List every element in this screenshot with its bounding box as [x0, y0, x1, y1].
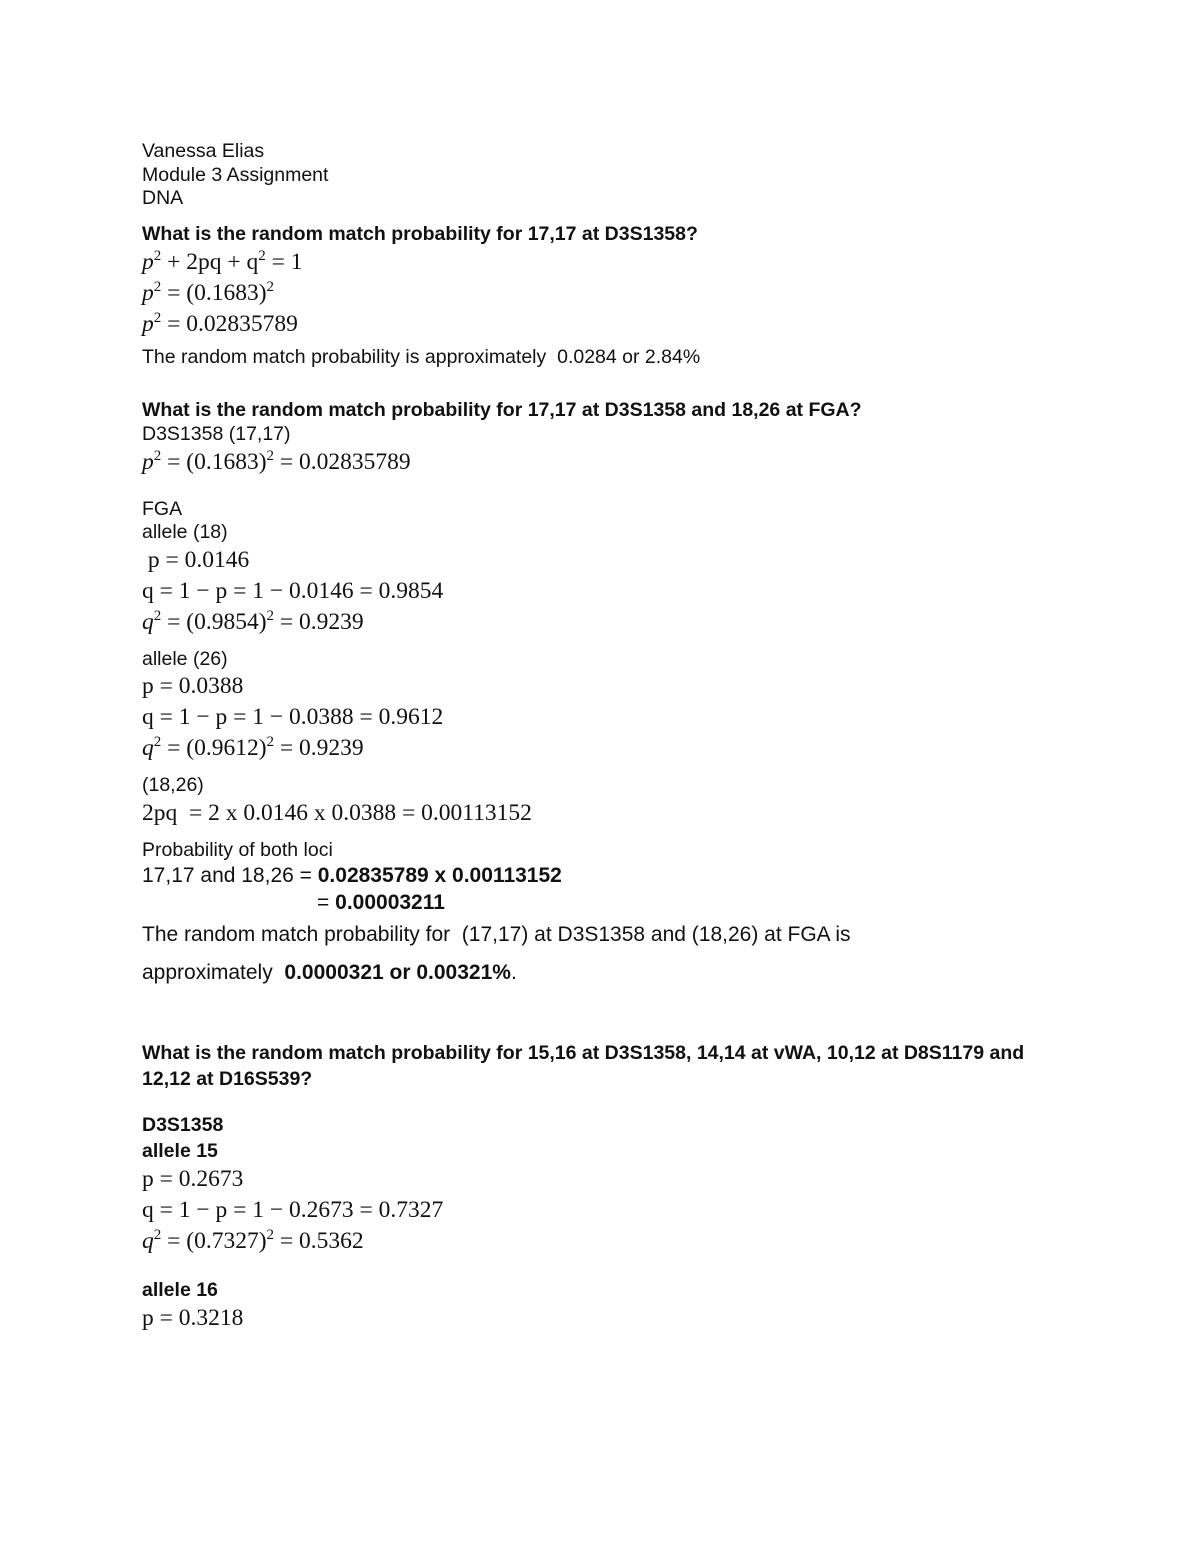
- equation-allele-15-p: p = 0.2673: [142, 1166, 244, 1192]
- equation-allele-18-p: p = 0.0146: [142, 546, 250, 573]
- document-page: [142, 140, 1042, 1334]
- both-loci-label: Probability of both loci: [142, 838, 333, 861]
- answer-2-line-2: approximately 0.0000321 or 0.00321%.: [142, 961, 517, 984]
- author-name: Vanessa Elias: [142, 140, 265, 162]
- topic-title: DNA: [142, 187, 184, 209]
- equation-allele-26-q: q = 1 − p = 1 − 0.0388 = 0.9612: [142, 704, 444, 730]
- equation-allele-16-p: p = 0.3218: [142, 1305, 244, 1331]
- question-1: What is the random match probability for 17,17 at D3S1358?: [142, 222, 698, 245]
- allele-15-heading: allele 15: [142, 1140, 218, 1162]
- equation-hardy-weinberg: $p^2 + 2pq + q^2 = 1$: [142, 247, 303, 275]
- equation-p-squared-result: $p^2 = 0.02835789$: [142, 309, 298, 337]
- equation-allele-15-q-squared: $q^2 = (0.7327)^2 = 0.5362$: [142, 1227, 364, 1254]
- equation-allele-26-p: p = 0.0388: [142, 673, 244, 699]
- locus-d3s1358-label: D3S1358 (17,17): [142, 423, 291, 445]
- equation-p-squared: $p^2 = (0.1683)^2$: [142, 278, 275, 306]
- allele-16-heading: allele 16: [142, 1279, 218, 1301]
- pair-18-26-label: (18,26): [142, 774, 204, 796]
- equation-allele-26-q-squared: $q^2 = (0.9612)^2 = 0.9239$: [142, 734, 364, 761]
- equation-locus-d3s1358: $p^2 = (0.1683)^2 = 0.02835789$: [142, 447, 411, 475]
- equation-allele-15-q: q = 1 − p = 1 − 0.2673 = 0.7327: [142, 1197, 444, 1223]
- locus-fga-label: FGA: [142, 497, 183, 520]
- equation-allele-18-q-squared: $q^2 = (0.9854)^2 = 0.9239$: [142, 607, 364, 635]
- both-loci-result: = 0.00003211: [142, 891, 445, 914]
- locus-d3s1358-heading: D3S1358: [142, 1114, 224, 1136]
- assignment-title: Module 3 Assignment: [142, 163, 329, 186]
- allele-26-label: allele (26): [142, 647, 228, 670]
- question-3: What is the random match probability for 15,16 at D3S1358, 14,14 at vWA, 10,12 at D8S1179 and 12,12 at D16S539?: [142, 1042, 1025, 1090]
- answer-2-line-1: The random match probability for (17,17) at D3S1358 and (18,26) at FGA is: [142, 923, 851, 946]
- both-loci-product: 17,17 and 18,26 = 0.02835789 x 0.00113152: [142, 864, 562, 887]
- question-2: What is the random match probability for 17,17 at D3S1358 and 18,26 at FGA?: [142, 399, 862, 421]
- equation-allele-18-q: q = 1 − p = 1 − 0.0146 = 0.9854: [142, 577, 444, 604]
- allele-18-label: allele (18): [142, 521, 228, 543]
- answer-1: The random match probability is approximately 0.0284 or 2.84%: [142, 345, 701, 368]
- equation-2pq: 2pq = 2 x 0.0146 x 0.0388 = 0.00113152: [142, 799, 532, 826]
